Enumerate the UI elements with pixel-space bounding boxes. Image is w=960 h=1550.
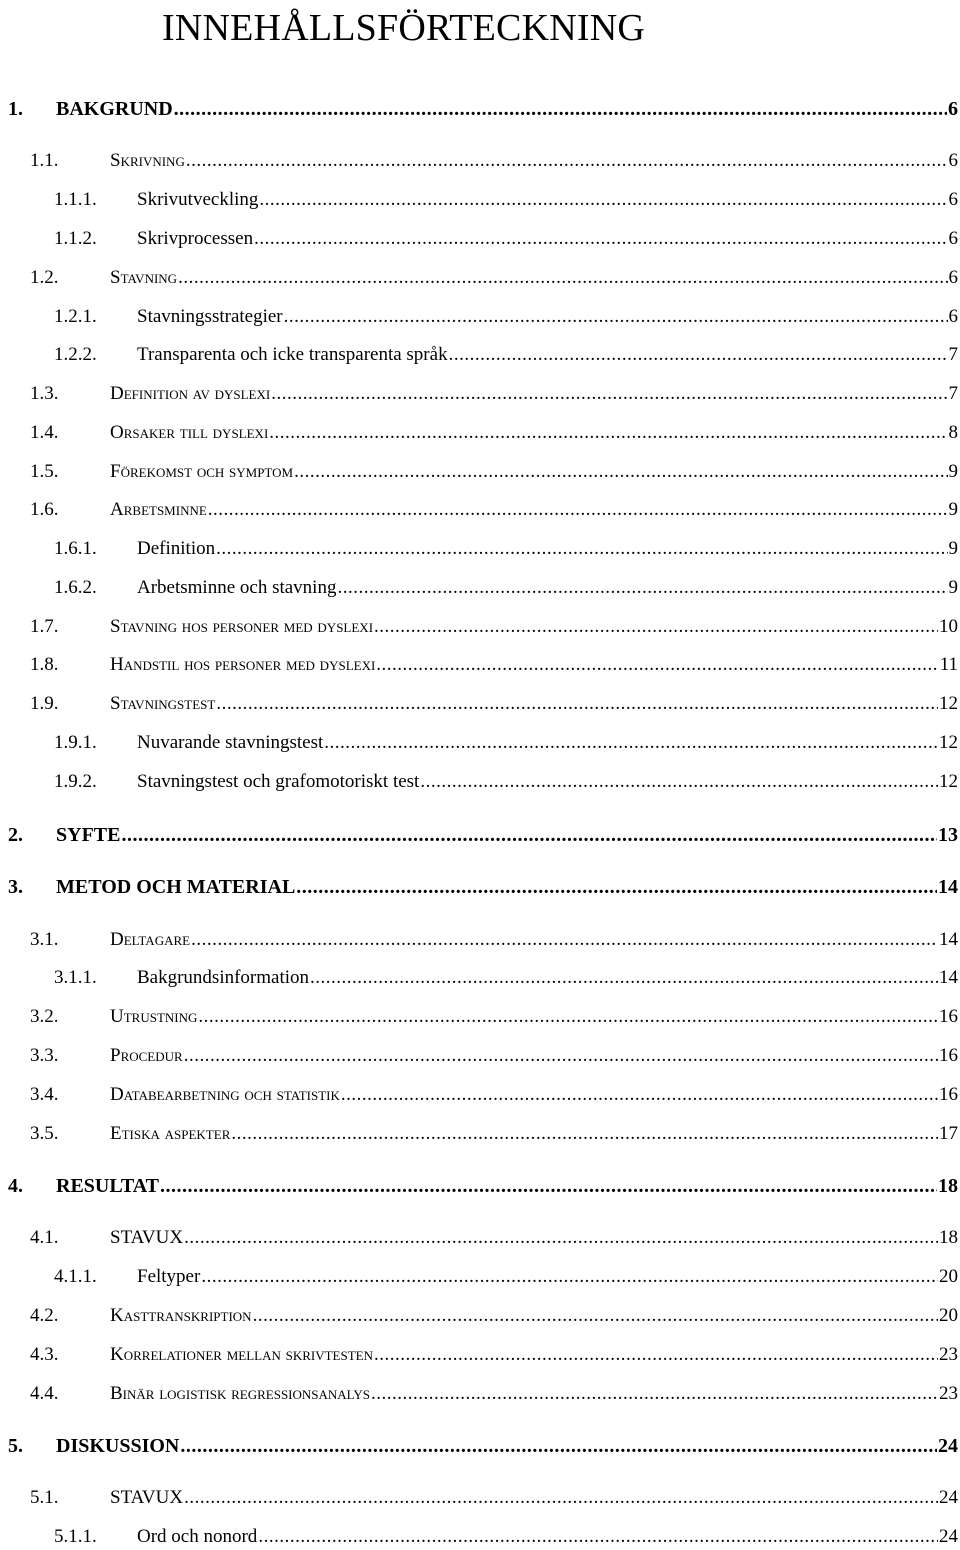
dot-leader (174, 96, 947, 122)
toc-entry[interactable] (30, 1082, 958, 1108)
dot-leader (160, 1173, 937, 1199)
toc-entry-number: 5.1.1. (54, 1526, 97, 1547)
toc-entry-page-number: 24 (939, 1526, 958, 1547)
toc-entry-page-number: 20 (939, 1266, 958, 1287)
toc-entry-number: 1.3. (30, 383, 59, 404)
toc-entry-page-number: 23 (939, 1344, 958, 1365)
toc-entry[interactable] (54, 769, 958, 795)
toc-entry-page-number: 12 (939, 771, 958, 792)
toc-entry-title: SYFTE (56, 824, 121, 846)
toc-entry-number: 4.3. (30, 1344, 59, 1365)
toc-entry-page-number: 6 (948, 267, 958, 288)
toc-entry-page-number: 16 (939, 1084, 958, 1105)
toc-entry-title: Bakgrundsinformation (137, 967, 310, 988)
toc-entry[interactable] (30, 497, 958, 523)
toc-entry[interactable] (30, 459, 958, 485)
toc-entry-title: STAVUX (110, 1227, 184, 1248)
toc-entry-title: Stavningsstrategier (137, 306, 283, 327)
dot-leader (374, 614, 938, 640)
toc-entry[interactable] (8, 96, 958, 122)
toc-entry-page-number: 9 (948, 538, 958, 559)
toc-entry-title: Databearbetning och statistik (110, 1084, 340, 1105)
toc-entry-title: Förekomst och symptom (110, 461, 294, 482)
toc-entry-title: Transparenta och icke transparenta språk (137, 344, 448, 365)
toc-entry-page-number: 12 (939, 693, 958, 714)
dot-leader (294, 459, 947, 485)
toc-entry[interactable] (54, 304, 958, 330)
toc-entry[interactable] (8, 1173, 958, 1199)
toc-entry-number: 1.7. (30, 616, 59, 637)
toc-entry-title: Skrivutveckling (137, 189, 259, 210)
toc-entry-title: Arbetsminne (110, 499, 207, 520)
toc-entry-number: 5.1. (30, 1487, 59, 1508)
toc-entry-title: Feltyper (137, 1266, 201, 1287)
dot-leader (184, 1043, 938, 1069)
toc-entry[interactable] (54, 187, 958, 213)
dot-leader (191, 927, 938, 953)
toc-entry[interactable] (30, 1342, 958, 1368)
toc-entry-title: Deltagare (110, 929, 191, 950)
toc-entry-number: 1.1. (30, 150, 59, 171)
toc-entry-page-number: 24 (939, 1487, 958, 1508)
toc-entry-title: Utrustning (110, 1006, 198, 1027)
toc-entry-number: 3.5. (30, 1123, 59, 1144)
dot-leader (449, 342, 948, 368)
toc-entry[interactable] (54, 226, 958, 252)
toc-entry-page-number: 23 (939, 1383, 958, 1404)
dot-leader (337, 575, 947, 601)
toc-entry-number: 1.6. (30, 499, 59, 520)
toc-entry-number: 3.1.1. (54, 967, 97, 988)
toc-entry-page-number: 6 (948, 98, 958, 120)
toc-entry-number: 1.5. (30, 461, 59, 482)
toc-entry-title: Skrivning (110, 150, 185, 171)
toc-entry-title: Handstil hos personer med dyslexi (110, 654, 376, 675)
dot-leader (254, 226, 947, 252)
toc-entry-page-number: 7 (948, 383, 958, 404)
toc-entry-title: Stavningstest och grafomotoriskt test (137, 771, 420, 792)
toc-entry-page-number: 7 (948, 344, 958, 365)
dot-leader (180, 1433, 937, 1459)
toc-entry-title: METOD OCH MATERIAL (56, 876, 296, 898)
toc-entry[interactable] (8, 822, 958, 848)
toc-entry-page-number: 9 (948, 461, 958, 482)
toc-entry-title: Procedur (110, 1045, 183, 1066)
toc-entry[interactable] (30, 420, 958, 446)
toc-entry-page-number: 6 (948, 189, 958, 210)
toc-entry[interactable] (30, 1225, 958, 1251)
toc-entry-title: DISKUSSION (56, 1435, 180, 1457)
toc-entry-number: 1.8. (30, 654, 59, 675)
dot-leader (201, 1264, 938, 1290)
dot-leader (374, 1342, 938, 1368)
toc-entry-title: Ord och nonord (137, 1526, 258, 1547)
toc-entry[interactable] (30, 1004, 958, 1030)
toc-entry[interactable] (30, 1381, 958, 1407)
toc-entry-page-number: 20 (939, 1305, 958, 1326)
dot-leader (258, 1524, 938, 1550)
toc-entry[interactable] (30, 265, 958, 291)
toc-entry[interactable] (30, 691, 958, 717)
toc-entry-title: Stavningstest (110, 693, 216, 714)
dot-leader (324, 730, 938, 756)
toc-entry-page-number: 9 (948, 577, 958, 598)
toc-entry-title: RESULTAT (56, 1175, 160, 1197)
toc-entry-page-number: 17 (939, 1123, 958, 1144)
toc-entry[interactable] (30, 381, 958, 407)
toc-entry[interactable] (30, 1485, 958, 1511)
toc-entry-page-number: 12 (939, 732, 958, 753)
toc-entry-number: 1.9. (30, 693, 59, 714)
dot-leader (253, 1303, 938, 1329)
toc-entry-number: 4.2. (30, 1305, 59, 1326)
toc-entry[interactable] (54, 342, 958, 368)
toc-entry-page-number: 14 (938, 876, 958, 898)
toc-entry-page-number: 13 (938, 824, 958, 846)
toc-entry-number: 4.1. (30, 1227, 59, 1248)
dot-leader (208, 497, 948, 523)
toc-entry-title: Stavning (110, 267, 178, 288)
toc-entry-number: 3.4. (30, 1084, 59, 1105)
toc-entry-number: 1.2.2. (54, 344, 97, 365)
toc-entry-number: 3.1. (30, 929, 59, 950)
toc-entry[interactable] (30, 652, 958, 678)
toc-entry-number: 3.2. (30, 1006, 59, 1027)
toc-entry-number: 1. (8, 98, 23, 120)
toc-entry-title: Korrelationer mellan skrivtesten (110, 1344, 373, 1365)
dot-leader (420, 769, 938, 795)
toc-entry-page-number: 24 (938, 1435, 958, 1457)
toc-entry-number: 1.9.2. (54, 771, 97, 792)
toc-entry-page-number: 6 (948, 306, 958, 327)
toc-entry-page-number: 16 (939, 1045, 958, 1066)
toc-entry-number: 5. (8, 1435, 23, 1457)
toc-entry-number: 1.4. (30, 422, 59, 443)
toc-entry-number: 2. (8, 824, 23, 846)
toc-entry[interactable] (8, 874, 958, 900)
toc-entry-title: Orsaker till dyslexi (110, 422, 269, 443)
dot-leader (310, 965, 938, 991)
toc-entry[interactable] (30, 148, 958, 174)
dot-leader (184, 1485, 938, 1511)
dot-leader (296, 874, 937, 900)
page-title: INNEHÅLLSFÖRTECKNING (162, 7, 646, 49)
toc-entry-title: Binär logistisk regressionsanalys (110, 1383, 370, 1404)
toc-entry[interactable] (30, 1303, 958, 1329)
dot-leader (341, 1082, 938, 1108)
toc-entry-title: Etiska aspekter (110, 1123, 231, 1144)
toc-entry-title: Definition (137, 538, 216, 559)
toc-entry[interactable] (30, 927, 958, 953)
toc-entry-title: Skrivprocessen (137, 228, 254, 249)
toc-entry[interactable] (54, 1524, 958, 1550)
dot-leader (216, 691, 938, 717)
toc-entry[interactable] (30, 614, 958, 640)
toc-entry-page-number: 14 (939, 929, 958, 950)
toc-entry-number: 4. (8, 1175, 23, 1197)
toc-entry[interactable] (30, 1043, 958, 1069)
dot-leader (178, 265, 947, 291)
dot-leader (186, 148, 948, 174)
toc-entry-page-number: 10 (939, 616, 958, 637)
toc-entry[interactable] (54, 965, 958, 991)
toc-entry-page-number: 16 (939, 1006, 958, 1027)
dot-leader (184, 1225, 938, 1251)
toc-entry[interactable] (54, 730, 958, 756)
toc-entry-title: Kasttranskription (110, 1305, 252, 1326)
toc-entry-number: 1.2.1. (54, 306, 97, 327)
toc-entry-number: 1.1.1. (54, 189, 97, 210)
dot-leader (231, 1121, 938, 1147)
toc-entry-number: 3. (8, 876, 23, 898)
toc-entry[interactable] (54, 575, 958, 601)
dot-leader (284, 304, 948, 330)
dot-leader (121, 822, 937, 848)
toc-entry-title: Arbetsminne och stavning (137, 577, 337, 598)
dot-leader (216, 536, 947, 562)
dot-leader (376, 652, 938, 678)
toc-entry-number: 1.6.2. (54, 577, 97, 598)
toc-entry[interactable] (30, 1121, 958, 1147)
toc-entry[interactable] (54, 1264, 958, 1290)
toc-entry-page-number: 9 (948, 499, 958, 520)
toc-entry-number: 3.3. (30, 1045, 59, 1066)
toc-entry-page-number: 8 (948, 422, 958, 443)
toc-entry-page-number: 6 (948, 150, 958, 171)
toc-entry-number: 4.1.1. (54, 1266, 97, 1287)
toc-entry-title: Definition av dyslexi (110, 383, 271, 404)
toc-entry-page-number: 14 (939, 967, 958, 988)
toc-entry-page-number: 18 (938, 1175, 958, 1197)
toc-entry[interactable] (8, 1433, 958, 1459)
toc-entry-number: 1.9.1. (54, 732, 97, 753)
dot-leader (259, 187, 947, 213)
dot-leader (371, 1381, 938, 1407)
toc-entry-page-number: 11 (939, 654, 958, 675)
toc-entry-number: 1.1.2. (54, 228, 97, 249)
dot-leader (269, 420, 947, 446)
toc-entry-number: 1.2. (30, 267, 59, 288)
toc-entry-title: STAVUX (110, 1487, 184, 1508)
toc-entry[interactable] (54, 536, 958, 562)
toc-entry-page-number: 6 (948, 228, 958, 249)
toc-entry-title: BAKGRUND (56, 98, 173, 120)
toc-entry-title: Stavning hos personer med dyslexi (110, 616, 374, 637)
dot-leader (271, 381, 947, 407)
toc-entry-number: 1.6.1. (54, 538, 97, 559)
toc-entry-page-number: 18 (939, 1227, 958, 1248)
dot-leader (198, 1004, 938, 1030)
toc-entry-title: Nuvarande stavningstest (137, 732, 324, 753)
toc-entry-number: 4.4. (30, 1383, 59, 1404)
